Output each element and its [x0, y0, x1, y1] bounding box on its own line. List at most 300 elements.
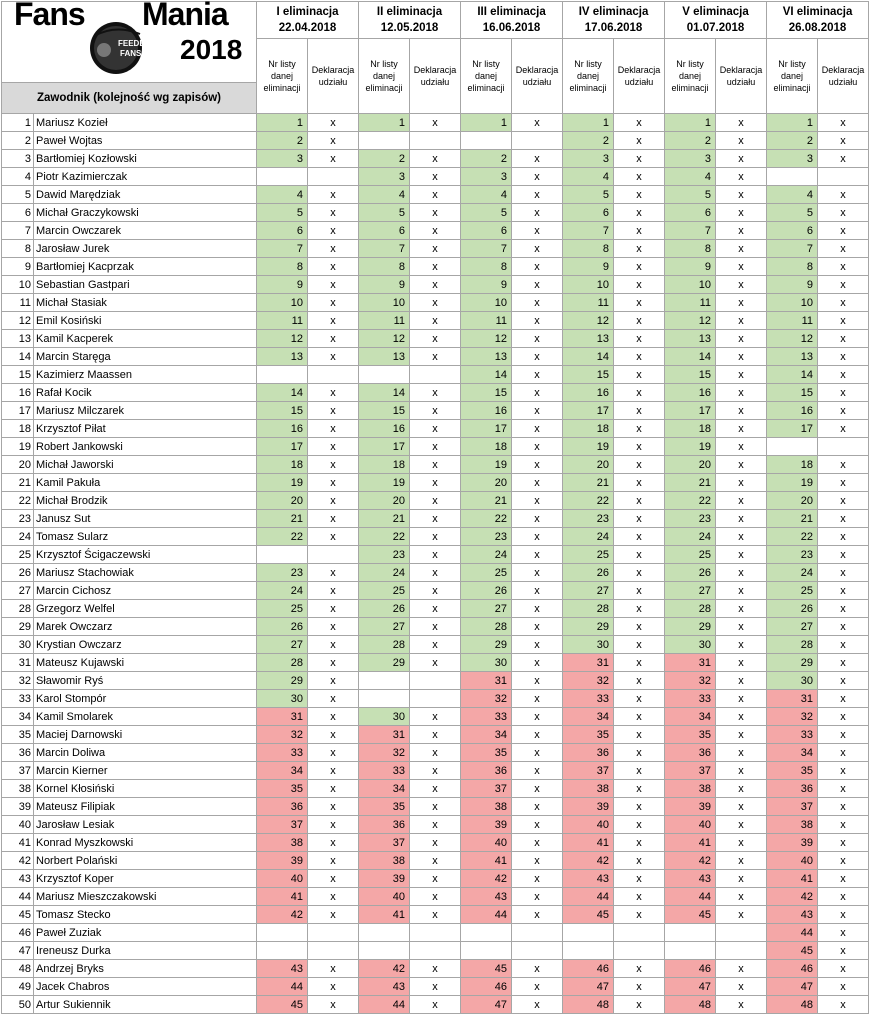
list-number-cell: 29	[461, 636, 512, 654]
declaration-cell: x	[716, 744, 767, 762]
declaration-cell: x	[716, 564, 767, 582]
list-number-cell: 19	[257, 474, 308, 492]
deklaracja-header: Deklaracja udziału	[716, 39, 767, 114]
competitor-name: Emil Kosiński	[34, 312, 257, 330]
table-row	[2, 276, 869, 294]
elimination-date: 16.06.2018	[482, 22, 541, 34]
declaration-cell: x	[614, 726, 665, 744]
row-number: 47	[2, 942, 34, 960]
list-number-cell: 4	[359, 186, 410, 204]
declaration-cell: x	[512, 906, 563, 924]
competitor-name: Jarosław Lesiak	[34, 816, 257, 834]
list-number-cell: 13	[359, 348, 410, 366]
table-row	[2, 528, 869, 546]
list-number-cell: 24	[257, 582, 308, 600]
declaration-cell: x	[410, 780, 461, 798]
list-number-cell: 41	[257, 888, 308, 906]
list-number-cell: 41	[461, 852, 512, 870]
declaration-cell: x	[818, 942, 869, 960]
list-number-cell	[359, 132, 410, 150]
declaration-cell: x	[716, 708, 767, 726]
list-number-cell: 23	[359, 546, 410, 564]
list-number-cell: 26	[665, 564, 716, 582]
list-number-cell: 29	[359, 654, 410, 672]
elimination-name: IV eliminacja	[578, 6, 649, 18]
declaration-cell: x	[512, 690, 563, 708]
list-number-cell	[257, 546, 308, 564]
table-row	[2, 564, 869, 582]
declaration-cell: x	[308, 114, 359, 132]
list-number-cell: 31	[563, 654, 614, 672]
declaration-cell: x	[410, 798, 461, 816]
table-row	[2, 492, 869, 510]
declaration-cell: x	[614, 132, 665, 150]
list-number-cell: 39	[767, 834, 818, 852]
list-number-cell: 34	[563, 708, 614, 726]
declaration-cell: x	[614, 204, 665, 222]
list-number-cell: 9	[257, 276, 308, 294]
list-number-cell	[665, 924, 716, 942]
list-number-cell	[767, 438, 818, 456]
declaration-cell: x	[614, 744, 665, 762]
list-number-cell: 15	[359, 402, 410, 420]
declaration-cell: x	[410, 420, 461, 438]
list-number-cell: 30	[665, 636, 716, 654]
competitor-name: Mariusz Stachowiak	[34, 564, 257, 582]
list-number-cell: 23	[461, 528, 512, 546]
list-number-cell: 15	[665, 366, 716, 384]
table-row	[2, 240, 869, 258]
list-number-cell: 45	[563, 906, 614, 924]
declaration-cell: x	[512, 348, 563, 366]
table-row	[2, 420, 869, 438]
list-number-cell: 26	[257, 618, 308, 636]
declaration-cell: x	[716, 546, 767, 564]
declaration-cell: x	[410, 600, 461, 618]
list-number-cell	[359, 366, 410, 384]
competitor-name: Robert Jankowski	[34, 438, 257, 456]
list-number-cell	[257, 366, 308, 384]
competitor-name: Kamil Pakuła	[34, 474, 257, 492]
list-number-cell: 2	[767, 132, 818, 150]
list-number-cell: 28	[767, 636, 818, 654]
declaration-cell: x	[512, 672, 563, 690]
declaration-cell: x	[308, 276, 359, 294]
list-number-cell: 37	[665, 762, 716, 780]
declaration-cell: x	[308, 636, 359, 654]
declaration-cell: x	[716, 258, 767, 276]
list-number-cell: 42	[257, 906, 308, 924]
declaration-cell: x	[818, 366, 869, 384]
declaration-cell: x	[512, 114, 563, 132]
declaration-cell: x	[512, 438, 563, 456]
competitor-name: Michał Jaworski	[34, 456, 257, 474]
list-number-cell: 38	[257, 834, 308, 852]
list-number-cell: 30	[257, 690, 308, 708]
competitor-name: Mateusz Filipiak	[34, 798, 257, 816]
list-number-cell: 44	[767, 924, 818, 942]
list-number-cell: 25	[767, 582, 818, 600]
declaration-cell: x	[308, 726, 359, 744]
declaration-cell	[512, 942, 563, 960]
list-number-cell: 45	[767, 942, 818, 960]
list-number-cell: 24	[665, 528, 716, 546]
declaration-cell: x	[818, 294, 869, 312]
list-number-cell: 37	[767, 798, 818, 816]
declaration-cell: x	[410, 636, 461, 654]
declaration-cell: x	[410, 888, 461, 906]
list-number-cell: 25	[563, 546, 614, 564]
declaration-cell: x	[818, 402, 869, 420]
list-number-cell: 19	[665, 438, 716, 456]
list-number-cell: 20	[461, 474, 512, 492]
list-number-cell: 6	[257, 222, 308, 240]
declaration-cell: x	[716, 330, 767, 348]
declaration-cell: x	[410, 312, 461, 330]
list-number-cell: 17	[767, 420, 818, 438]
competitor-name: Mariusz Mieszczakowski	[34, 888, 257, 906]
list-number-cell: 30	[767, 672, 818, 690]
list-number-cell: 8	[257, 258, 308, 276]
elimination-date: 01.07.2018	[686, 22, 745, 34]
table-row	[2, 582, 869, 600]
list-number-cell: 1	[257, 114, 308, 132]
list-number-cell: 12	[665, 312, 716, 330]
competitor-name: Michał Brodzik	[34, 492, 257, 510]
declaration-cell: x	[818, 960, 869, 978]
row-number: 22	[2, 492, 34, 510]
deklaracja-header: Deklaracja udziału	[308, 39, 359, 114]
declaration-cell: x	[410, 330, 461, 348]
declaration-cell: x	[818, 204, 869, 222]
declaration-cell: x	[512, 978, 563, 996]
competitor-name: Michał Graczykowski	[34, 204, 257, 222]
list-number-cell: 19	[563, 438, 614, 456]
elimination-date: 17.06.2018	[584, 22, 643, 34]
list-number-cell: 17	[359, 438, 410, 456]
declaration-cell: x	[308, 402, 359, 420]
list-number-cell: 37	[359, 834, 410, 852]
declaration-cell: x	[410, 276, 461, 294]
declaration-cell: x	[512, 294, 563, 312]
table-row	[2, 114, 869, 132]
row-number: 15	[2, 366, 34, 384]
table-row	[2, 996, 869, 1014]
list-number-cell: 33	[257, 744, 308, 762]
list-number-cell: 42	[665, 852, 716, 870]
competitor-name: Grzegorz Welfel	[34, 600, 257, 618]
declaration-cell: x	[716, 852, 767, 870]
list-number-cell: 7	[767, 240, 818, 258]
row-number: 14	[2, 348, 34, 366]
deklaracja-header: Deklaracja udziału	[614, 39, 665, 114]
list-number-cell: 32	[767, 708, 818, 726]
list-number-cell: 9	[767, 276, 818, 294]
declaration-cell: x	[308, 816, 359, 834]
list-number-cell: 8	[665, 240, 716, 258]
declaration-cell: x	[716, 420, 767, 438]
declaration-cell: x	[410, 384, 461, 402]
list-number-cell: 27	[767, 618, 818, 636]
list-number-cell: 17	[563, 402, 614, 420]
declaration-cell: x	[716, 510, 767, 528]
row-number: 45	[2, 906, 34, 924]
list-number-cell: 1	[767, 114, 818, 132]
row-number: 16	[2, 384, 34, 402]
table-row	[2, 186, 869, 204]
declaration-cell: x	[818, 762, 869, 780]
declaration-cell: x	[614, 510, 665, 528]
list-number-cell: 4	[257, 186, 308, 204]
declaration-cell	[308, 366, 359, 384]
declaration-cell: x	[614, 690, 665, 708]
row-number: 6	[2, 204, 34, 222]
competitor-name: Karol Stompór	[34, 690, 257, 708]
row-number: 33	[2, 690, 34, 708]
list-number-cell: 23	[665, 510, 716, 528]
row-number: 24	[2, 528, 34, 546]
list-number-cell: 6	[461, 222, 512, 240]
table-row	[2, 636, 869, 654]
list-number-cell: 47	[665, 978, 716, 996]
declaration-cell: x	[716, 798, 767, 816]
declaration-cell: x	[716, 816, 767, 834]
list-number-cell	[359, 690, 410, 708]
list-number-cell: 14	[563, 348, 614, 366]
declaration-cell: x	[818, 816, 869, 834]
list-number-cell: 9	[665, 258, 716, 276]
declaration-cell: x	[308, 474, 359, 492]
table-row	[2, 888, 869, 906]
competitor-name: Ireneusz Durka	[34, 942, 257, 960]
list-number-cell: 47	[461, 996, 512, 1014]
declaration-cell: x	[410, 204, 461, 222]
declaration-cell: x	[410, 762, 461, 780]
list-number-cell: 14	[257, 384, 308, 402]
list-number-cell: 42	[767, 888, 818, 906]
list-number-cell: 7	[359, 240, 410, 258]
declaration-cell: x	[614, 564, 665, 582]
list-number-cell: 5	[257, 204, 308, 222]
row-number: 1	[2, 114, 34, 132]
row-number: 8	[2, 240, 34, 258]
list-number-cell: 22	[767, 528, 818, 546]
row-number: 50	[2, 996, 34, 1014]
list-number-cell: 7	[563, 222, 614, 240]
list-number-cell: 16	[461, 402, 512, 420]
list-number-cell: 5	[665, 186, 716, 204]
list-number-cell: 7	[461, 240, 512, 258]
declaration-cell: x	[818, 798, 869, 816]
declaration-cell: x	[410, 492, 461, 510]
declaration-cell: x	[512, 384, 563, 402]
competitor-name: Rafał Kocik	[34, 384, 257, 402]
list-number-cell: 27	[563, 582, 614, 600]
list-number-cell: 46	[767, 960, 818, 978]
list-number-cell: 41	[767, 870, 818, 888]
nr-listy-header: Nr listy danej eliminacji	[359, 39, 410, 114]
declaration-cell	[410, 690, 461, 708]
list-number-cell: 43	[767, 906, 818, 924]
declaration-cell: x	[410, 456, 461, 474]
declaration-cell: x	[716, 528, 767, 546]
declaration-cell: x	[410, 960, 461, 978]
declaration-cell: x	[512, 726, 563, 744]
list-number-cell: 15	[257, 402, 308, 420]
list-number-cell: 4	[563, 168, 614, 186]
declaration-cell: x	[308, 564, 359, 582]
declaration-cell: x	[818, 330, 869, 348]
competitor-name: Jacek Chabros	[34, 978, 257, 996]
list-number-cell: 48	[563, 996, 614, 1014]
list-number-cell: 2	[563, 132, 614, 150]
list-number-cell: 24	[767, 564, 818, 582]
declaration-cell: x	[716, 312, 767, 330]
list-number-cell: 38	[563, 780, 614, 798]
list-number-cell: 33	[563, 690, 614, 708]
list-number-cell	[563, 942, 614, 960]
list-number-cell: 21	[563, 474, 614, 492]
list-number-cell: 42	[563, 852, 614, 870]
table-row	[2, 456, 869, 474]
list-number-cell: 34	[767, 744, 818, 762]
list-number-cell: 6	[665, 204, 716, 222]
list-number-cell: 10	[257, 294, 308, 312]
list-number-cell: 17	[257, 438, 308, 456]
table-row	[2, 798, 869, 816]
list-number-cell: 30	[563, 636, 614, 654]
list-number-cell: 23	[257, 564, 308, 582]
competitor-name: Krzysztof Piłat	[34, 420, 257, 438]
declaration-cell: x	[818, 258, 869, 276]
competitor-name: Krzysztof Ścigaczewski	[34, 546, 257, 564]
declaration-cell: x	[614, 276, 665, 294]
list-number-cell: 11	[359, 312, 410, 330]
list-number-cell: 32	[359, 744, 410, 762]
logo-text-mania: Mania	[142, 0, 228, 32]
declaration-cell: x	[716, 168, 767, 186]
list-number-cell: 3	[257, 150, 308, 168]
list-number-cell: 7	[665, 222, 716, 240]
competitor-name: Janusz Sut	[34, 510, 257, 528]
declaration-cell: x	[308, 438, 359, 456]
list-number-cell: 3	[359, 168, 410, 186]
elimination-name: VI eliminacja	[782, 6, 853, 18]
declaration-cell: x	[614, 294, 665, 312]
table-row	[2, 978, 869, 996]
declaration-cell: x	[512, 204, 563, 222]
row-number: 28	[2, 600, 34, 618]
list-number-cell: 40	[461, 834, 512, 852]
row-number: 17	[2, 402, 34, 420]
declaration-cell: x	[818, 420, 869, 438]
declaration-cell: x	[614, 798, 665, 816]
row-number: 11	[2, 294, 34, 312]
list-number-cell: 37	[257, 816, 308, 834]
declaration-cell: x	[818, 636, 869, 654]
row-number: 2	[2, 132, 34, 150]
declaration-cell: x	[818, 528, 869, 546]
competitor-name: Bartłomiej Kozłowski	[34, 150, 257, 168]
list-number-cell: 31	[257, 708, 308, 726]
list-number-cell: 19	[461, 456, 512, 474]
declaration-cell: x	[818, 276, 869, 294]
table-row	[2, 780, 869, 798]
declaration-cell: x	[614, 834, 665, 852]
list-number-cell: 13	[257, 348, 308, 366]
list-number-cell: 43	[461, 888, 512, 906]
row-number: 23	[2, 510, 34, 528]
declaration-cell: x	[512, 168, 563, 186]
row-number: 40	[2, 816, 34, 834]
declaration-cell: x	[614, 420, 665, 438]
declaration-cell: x	[716, 582, 767, 600]
competitor-name: Marcin Cichosz	[34, 582, 257, 600]
table-row	[2, 834, 869, 852]
list-number-cell	[359, 924, 410, 942]
declaration-cell: x	[512, 744, 563, 762]
list-number-cell: 9	[461, 276, 512, 294]
table-row	[2, 924, 869, 942]
list-number-cell: 41	[359, 906, 410, 924]
declaration-cell: x	[716, 384, 767, 402]
declaration-cell: x	[716, 222, 767, 240]
declaration-cell: x	[410, 150, 461, 168]
declaration-cell: x	[308, 150, 359, 168]
declaration-cell: x	[818, 834, 869, 852]
declaration-cell	[308, 924, 359, 942]
declaration-cell: x	[614, 330, 665, 348]
declaration-cell: x	[308, 708, 359, 726]
list-number-cell: 28	[359, 636, 410, 654]
declaration-cell: x	[410, 744, 461, 762]
declaration-cell: x	[818, 690, 869, 708]
competitor-name: Paweł Wojtas	[34, 132, 257, 150]
list-number-cell: 26	[563, 564, 614, 582]
list-number-cell	[563, 924, 614, 942]
declaration-cell: x	[308, 240, 359, 258]
declaration-cell: x	[410, 852, 461, 870]
declaration-cell: x	[716, 600, 767, 618]
declaration-cell: x	[818, 456, 869, 474]
declaration-cell: x	[308, 222, 359, 240]
declaration-cell: x	[308, 996, 359, 1014]
declaration-cell: x	[614, 708, 665, 726]
table-row	[2, 168, 869, 186]
table-row	[2, 960, 869, 978]
list-number-cell: 22	[359, 528, 410, 546]
list-number-cell: 32	[257, 726, 308, 744]
declaration-cell: x	[410, 438, 461, 456]
elimination-header-6	[767, 2, 869, 39]
row-number: 49	[2, 978, 34, 996]
table-row	[2, 906, 869, 924]
declaration-cell: x	[716, 654, 767, 672]
declaration-cell: x	[716, 780, 767, 798]
list-number-cell: 12	[563, 312, 614, 330]
competitor-name: Marek Owczarz	[34, 618, 257, 636]
list-number-cell: 18	[665, 420, 716, 438]
list-number-cell: 43	[359, 978, 410, 996]
list-number-cell: 26	[359, 600, 410, 618]
declaration-cell	[410, 924, 461, 942]
declaration-cell: x	[410, 564, 461, 582]
list-number-cell: 3	[461, 168, 512, 186]
list-number-cell: 22	[461, 510, 512, 528]
competitor-name: Marcin Staręga	[34, 348, 257, 366]
list-number-cell: 30	[461, 654, 512, 672]
declaration-cell: x	[818, 132, 869, 150]
